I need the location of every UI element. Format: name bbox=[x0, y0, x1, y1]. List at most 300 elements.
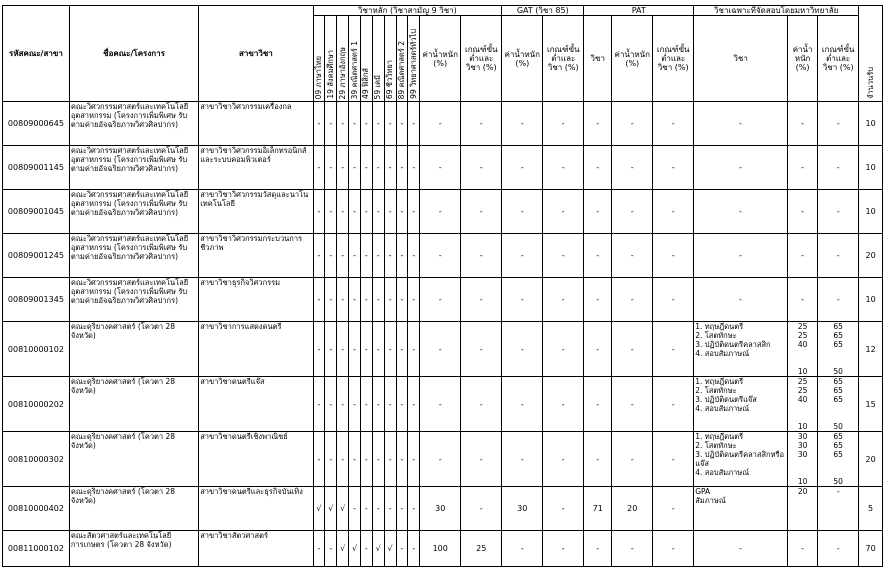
cell-faculty: คณะวิศวกรรมศาสตร์และเทคโนโลยีอุตสาหกรรม (โครงการเพิ่มพิเศษ รับตามค่ายอัจฉริยภาพวิศวศิลปากร) bbox=[69, 190, 198, 234]
cell-gat-weight: - bbox=[502, 146, 543, 190]
cell-core-subject: - bbox=[349, 190, 361, 234]
cell-gat-min: - bbox=[543, 190, 584, 234]
cell-pat-min: - bbox=[653, 432, 694, 487]
cell-pat-min: - bbox=[653, 377, 694, 432]
cell-uni-subjects-line: สัมภาษณ์ bbox=[695, 496, 726, 505]
cell-gat-min: - bbox=[543, 432, 584, 487]
cell-core-subject: √ bbox=[372, 531, 384, 567]
cell-uni-subjects-line: 3. ปฏิบัติดนตรีแจ๊ส bbox=[695, 395, 757, 404]
table-body bbox=[3, 102, 883, 567]
cell-code: 00809001145 bbox=[3, 146, 70, 190]
cell-core-subject: - bbox=[360, 102, 372, 146]
cell-faculty: คณะดุริยางคศาสตร์ (โควตา 28 จังหวัด) bbox=[69, 432, 198, 487]
cell-uni-mins-line: 65 bbox=[833, 377, 843, 386]
cell-core-subject: - bbox=[337, 102, 349, 146]
cell-core-subject: - bbox=[349, 322, 361, 377]
cell-core-subject: - bbox=[360, 432, 372, 487]
cell-uni-weights: - bbox=[788, 190, 818, 234]
cell-pat-subject: - bbox=[584, 322, 612, 377]
cell-amount: 10 bbox=[859, 278, 883, 322]
cell-gat-weight: - bbox=[502, 432, 543, 487]
cell-uni-mins bbox=[818, 377, 859, 432]
cell-pat-weight: - bbox=[612, 190, 653, 234]
header-code: รหัสคณะ/สาขา bbox=[3, 6, 70, 102]
cell-faculty: คณะวิศวกรรมศาสตร์และเทคโนโลยีอุตสาหกรรม (โครงการเพิ่มพิเศษ รับตามค่ายอัจฉริยภาพวิศวศิลปากร) bbox=[69, 146, 198, 190]
cell-core-subject: - bbox=[337, 234, 349, 278]
cell-uni-subjects: - bbox=[694, 190, 788, 234]
header-uni-subject: วิชา bbox=[694, 16, 788, 102]
cell-core-min: - bbox=[461, 278, 502, 322]
cell-core-subject: - bbox=[337, 322, 349, 377]
cell-pat-weight: - bbox=[612, 146, 653, 190]
cell-core-subject: √ bbox=[384, 531, 396, 567]
cell-major: สาขาวิชาวิศวกรรมกระบวนการชีวภาพ bbox=[199, 234, 313, 278]
table-row bbox=[3, 531, 883, 567]
cell-core-subject: - bbox=[372, 102, 384, 146]
cell-core-subject: - bbox=[396, 102, 408, 146]
cell-core-weight: - bbox=[420, 146, 461, 190]
cell-uni-subjects: - bbox=[694, 146, 788, 190]
cell-uni-mins bbox=[818, 432, 859, 487]
cell-gat-weight: - bbox=[502, 322, 543, 377]
cell-uni-subjects-line: 1. ทฤษฎีดนตรี bbox=[695, 322, 744, 331]
cell-core-subject: - bbox=[360, 487, 372, 531]
cell-core-subject: - bbox=[313, 377, 325, 432]
cell-core-weight: - bbox=[420, 102, 461, 146]
cell-core-subject: - bbox=[349, 487, 361, 531]
cell-core-subject: - bbox=[313, 234, 325, 278]
cell-core-subject: - bbox=[360, 322, 372, 377]
cell-gat-min: - bbox=[543, 102, 584, 146]
header-group-core: วิชาหลัก (วิชาสามัญ 9 วิชา) bbox=[313, 6, 502, 16]
cell-gat-weight: 30 bbox=[502, 487, 543, 531]
cell-core-weight: 100 bbox=[420, 531, 461, 567]
cell-gat-min: - bbox=[543, 146, 584, 190]
cell-core-subject: - bbox=[349, 377, 361, 432]
cell-major: สาขาวิชาธุรกิจวิศวกรรม bbox=[199, 278, 313, 322]
cell-core-subject: - bbox=[372, 432, 384, 487]
cell-core-subject: - bbox=[408, 190, 420, 234]
cell-core-subject: - bbox=[349, 234, 361, 278]
cell-uni-weights-line: 30 bbox=[797, 432, 808, 441]
cell-uni-subjects: - bbox=[694, 278, 788, 322]
cell-core-weight: - bbox=[420, 278, 461, 322]
cell-pat-min: - bbox=[653, 322, 694, 377]
cell-core-subject: - bbox=[349, 278, 361, 322]
cell-uni-mins-line: 65 bbox=[833, 395, 843, 404]
cell-core-min: - bbox=[461, 234, 502, 278]
cell-core-subject: - bbox=[360, 234, 372, 278]
cell-core-subject: - bbox=[313, 102, 325, 146]
cell-uni-mins-line: 65 bbox=[833, 432, 843, 441]
cell-pat-weight: 20 bbox=[612, 487, 653, 531]
cell-core-subject: - bbox=[384, 432, 396, 487]
cell-core-subject: - bbox=[408, 432, 420, 487]
header-core-subject: 09 ภาษาไทย bbox=[313, 16, 325, 102]
cell-core-subject: - bbox=[384, 234, 396, 278]
cell-amount: 10 bbox=[859, 190, 883, 234]
cell-pat-weight: - bbox=[612, 102, 653, 146]
cell-core-subject: - bbox=[408, 377, 420, 432]
cell-core-min: - bbox=[461, 322, 502, 377]
cell-core-subject: - bbox=[372, 146, 384, 190]
cell-core-subject: - bbox=[408, 487, 420, 531]
cell-uni-subjects bbox=[694, 432, 788, 487]
cell-core-subject: - bbox=[396, 190, 408, 234]
cell-uni-weights-line: 25 bbox=[797, 331, 808, 340]
cell-core-subject: - bbox=[313, 146, 325, 190]
cell-core-subject: - bbox=[337, 190, 349, 234]
cell-core-weight: - bbox=[420, 322, 461, 377]
cell-core-subject: - bbox=[360, 278, 372, 322]
cell-uni-mins-line bbox=[819, 404, 857, 413]
cell-amount: 10 bbox=[859, 102, 883, 146]
cell-pat-subject: - bbox=[584, 146, 612, 190]
cell-uni-mins: - bbox=[818, 146, 859, 190]
cell-code: 00809001345 bbox=[3, 278, 70, 322]
cell-core-subject: - bbox=[325, 102, 337, 146]
cell-uni-weights-line: 10 bbox=[797, 422, 808, 431]
header-core-min: เกณฑ์ขั้นต่ำและวิชา (%) bbox=[461, 16, 502, 102]
cell-uni-weights: - bbox=[788, 278, 818, 322]
cell-uni-mins: - bbox=[818, 102, 859, 146]
cell-core-subject: - bbox=[360, 377, 372, 432]
cell-core-subject: - bbox=[408, 146, 420, 190]
cell-amount: 12 bbox=[859, 322, 883, 377]
cell-uni-mins-line: 65 bbox=[833, 450, 843, 459]
header-faculty: ชื่อคณะ/โครงการ bbox=[69, 6, 198, 102]
header-core-weight: ค่าน้ำหนัก (%) bbox=[420, 16, 461, 102]
cell-core-subject: - bbox=[325, 432, 337, 487]
cell-major: สาขาวิชาวิศวกรรมอิเล็กทรอนิกส์และระบบคอมพิวเตอร์ bbox=[199, 146, 313, 190]
cell-code: 00809001245 bbox=[3, 234, 70, 278]
cell-core-subject: - bbox=[372, 234, 384, 278]
cell-core-subject: - bbox=[396, 234, 408, 278]
cell-core-subject: - bbox=[313, 278, 325, 322]
header-uni-weight: ค่าน้ำหนัก (%) bbox=[788, 16, 818, 102]
cell-core-subject: - bbox=[384, 102, 396, 146]
cell-amount: 20 bbox=[859, 432, 883, 487]
table-row bbox=[3, 487, 883, 531]
cell-code: 00810000202 bbox=[3, 377, 70, 432]
cell-uni-subjects bbox=[694, 487, 788, 531]
cell-core-subject: - bbox=[384, 190, 396, 234]
cell-uni-weights bbox=[788, 377, 818, 432]
header-gat-weight: ค่าน้ำหนัก (%) bbox=[502, 16, 543, 102]
cell-faculty: คณะวิศวกรรมศาสตร์และเทคโนโลยีอุตสาหกรรม (โครงการเพิ่มพิเศษ รับตามค่ายอัจฉริยภาพวิศวศิลปากร) bbox=[69, 278, 198, 322]
cell-core-subject: - bbox=[384, 278, 396, 322]
header-group-uni: วิชาเฉพาะที่จัดสอบโดยมหาวิทยาลัย bbox=[694, 6, 859, 16]
cell-pat-subject: - bbox=[584, 531, 612, 567]
table-row bbox=[3, 432, 883, 487]
cell-uni-weights: - bbox=[788, 146, 818, 190]
cell-pat-subject: - bbox=[584, 102, 612, 146]
cell-pat-min: - bbox=[653, 487, 694, 531]
cell-uni-weights-line bbox=[789, 459, 816, 468]
cell-faculty: คณะวิศวกรรมศาสตร์และเทคโนโลยีอุตสาหกรรม (โครงการเพิ่มพิเศษ รับตามค่ายอัจฉริยภาพวิศวศิลปากร) bbox=[69, 102, 198, 146]
cell-core-subject: - bbox=[372, 278, 384, 322]
header-major: สาขาวิชา bbox=[199, 6, 313, 102]
cell-uni-mins-line: 50 bbox=[833, 367, 843, 376]
cell-uni-mins-line: 50 bbox=[833, 477, 843, 486]
cell-core-min: 25 bbox=[461, 531, 502, 567]
cell-code: 00810000102 bbox=[3, 322, 70, 377]
cell-uni-weights bbox=[788, 322, 818, 377]
cell-pat-weight: - bbox=[612, 278, 653, 322]
cell-uni-mins: - bbox=[818, 234, 859, 278]
cell-core-subject: - bbox=[384, 146, 396, 190]
cell-core-subject: - bbox=[396, 487, 408, 531]
cell-uni-mins-line: 65 bbox=[833, 322, 843, 331]
cell-uni-subjects bbox=[694, 322, 788, 377]
cell-core-subject: - bbox=[372, 322, 384, 377]
cell-pat-subject: - bbox=[584, 234, 612, 278]
header-pat-weight: ค่าน้ำหนัก (%) bbox=[612, 16, 653, 102]
cell-core-subject: - bbox=[384, 487, 396, 531]
cell-pat-subject: - bbox=[584, 278, 612, 322]
cell-core-subject: - bbox=[384, 377, 396, 432]
table-row bbox=[3, 102, 883, 146]
cell-core-subject: - bbox=[360, 146, 372, 190]
cell-uni-subjects-line: 4. สอบสัมภาษณ์ bbox=[695, 468, 750, 477]
cell-gat-weight: - bbox=[502, 278, 543, 322]
cell-core-subject: - bbox=[408, 278, 420, 322]
cell-uni-mins-line bbox=[819, 459, 857, 468]
cell-core-subject: - bbox=[360, 531, 372, 567]
cell-gat-min: - bbox=[543, 377, 584, 432]
cell-code: 00809000645 bbox=[3, 102, 70, 146]
cell-core-weight: - bbox=[420, 190, 461, 234]
cell-gat-min: - bbox=[543, 234, 584, 278]
header-gat-min: เกณฑ์ขั้นต่ำและวิชา (%) bbox=[543, 16, 584, 102]
cell-core-subject: - bbox=[408, 531, 420, 567]
cell-core-weight: - bbox=[420, 432, 461, 487]
cell-uni-weights-line: 20 bbox=[797, 487, 808, 496]
cell-gat-weight: - bbox=[502, 377, 543, 432]
cell-uni-mins-line: 65 bbox=[833, 340, 843, 349]
cell-core-subject: √ bbox=[325, 487, 337, 531]
cell-uni-weights-line bbox=[789, 468, 816, 477]
cell-uni-mins-line: - bbox=[836, 487, 840, 496]
cell-core-subject: - bbox=[337, 432, 349, 487]
cell-major: สาขาวิชาดนตรีและธุรกิจบันเทิง bbox=[199, 487, 313, 531]
cell-uni-weights-line: 40 bbox=[797, 395, 808, 404]
cell-pat-weight: - bbox=[612, 377, 653, 432]
cell-uni-mins-line bbox=[819, 349, 857, 358]
cell-uni-subjects-line: 2. โสตทักษะ bbox=[695, 441, 737, 450]
cell-uni-subjects: - bbox=[694, 102, 788, 146]
cell-core-subject: - bbox=[349, 146, 361, 190]
cell-uni-subjects-line: 1. ทฤษฎีดนตรี bbox=[695, 377, 744, 386]
cell-gat-min: - bbox=[543, 531, 584, 567]
cell-major: สาขาวิชาสัตวศาสตร์ bbox=[199, 531, 313, 567]
cell-pat-min: - bbox=[653, 531, 694, 567]
cell-uni-subjects-line: 4. สอบสัมภาษณ์ bbox=[695, 404, 750, 413]
header-core-subject: 49 ฟิสิกส์ bbox=[360, 16, 372, 102]
cell-uni-weights bbox=[788, 487, 818, 531]
cell-pat-weight: - bbox=[612, 322, 653, 377]
cell-pat-subject: - bbox=[584, 190, 612, 234]
cell-uni-subjects-line: 4. สอบสัมภาษณ์ bbox=[695, 349, 750, 358]
cell-core-subject: - bbox=[408, 102, 420, 146]
header-core-subject: 29 ภาษาอังกฤษ bbox=[337, 16, 349, 102]
cell-core-subject: √ bbox=[337, 531, 349, 567]
cell-core-subject: - bbox=[396, 377, 408, 432]
header-uni-min: เกณฑ์ขั้นต่ำและวิชา (%) bbox=[818, 16, 859, 102]
cell-amount: 20 bbox=[859, 234, 883, 278]
cell-uni-subjects: - bbox=[694, 531, 788, 567]
cell-amount: 15 bbox=[859, 377, 883, 432]
header-amount: จำนวนรับ bbox=[859, 6, 883, 102]
cell-major: สาขาวิชาดนตรีเชิงพาณิชย์ bbox=[199, 432, 313, 487]
cell-pat-min: - bbox=[653, 234, 694, 278]
cell-uni-subjects-line: 2. โสตทักษะ bbox=[695, 331, 737, 340]
cell-core-weight: - bbox=[420, 377, 461, 432]
cell-pat-min: - bbox=[653, 146, 694, 190]
cell-uni-mins: - bbox=[818, 278, 859, 322]
header-pat-min: เกณฑ์ขั้นต่ำและวิชา (%) bbox=[653, 16, 694, 102]
cell-uni-mins bbox=[818, 322, 859, 377]
cell-core-min: - bbox=[461, 190, 502, 234]
cell-uni-subjects: - bbox=[694, 234, 788, 278]
cell-uni-weights: - bbox=[788, 102, 818, 146]
header-group-pat: PAT bbox=[584, 6, 694, 16]
cell-core-subject: - bbox=[337, 377, 349, 432]
cell-faculty: คณะดุริยางคศาสตร์ (โควตา 28 จังหวัด) bbox=[69, 377, 198, 432]
cell-uni-weights-line: 40 bbox=[797, 340, 808, 349]
cell-uni-subjects-line: 2. โสตทักษะ bbox=[695, 386, 737, 395]
cell-pat-min: - bbox=[653, 278, 694, 322]
cell-uni-weights: - bbox=[788, 531, 818, 567]
cell-uni-mins-line: 65 bbox=[833, 386, 843, 395]
table-row bbox=[3, 377, 883, 432]
table-row bbox=[3, 278, 883, 322]
table-row bbox=[3, 190, 883, 234]
cell-core-subject: - bbox=[325, 278, 337, 322]
cell-pat-min: - bbox=[653, 102, 694, 146]
cell-core-subject: - bbox=[337, 278, 349, 322]
cell-core-subject: √ bbox=[337, 487, 349, 531]
cell-uni-mins-line: 65 bbox=[833, 331, 843, 340]
cell-core-subject: - bbox=[372, 487, 384, 531]
cell-major: สาขาวิชาวิศวกรรมวัสดุและนาโนเทคโนโลยี bbox=[199, 190, 313, 234]
cell-gat-min: - bbox=[543, 487, 584, 531]
header-core-subject: 39 คณิตศาสตร์ 1 bbox=[349, 16, 361, 102]
cell-uni-weights: - bbox=[788, 234, 818, 278]
cell-code: 00811000102 bbox=[3, 531, 70, 567]
cell-amount: 70 bbox=[859, 531, 883, 567]
header-core-subject: 19 สังคมศึกษา bbox=[325, 16, 337, 102]
cell-core-subject: - bbox=[349, 432, 361, 487]
cell-gat-weight: - bbox=[502, 102, 543, 146]
cell-core-subject: - bbox=[325, 146, 337, 190]
cell-uni-mins-line bbox=[819, 468, 857, 477]
cell-core-min: - bbox=[461, 146, 502, 190]
header-group-gat: GAT (วิชา 85) bbox=[502, 6, 584, 16]
cell-code: 00810000402 bbox=[3, 487, 70, 531]
cell-core-subject: - bbox=[313, 322, 325, 377]
cell-pat-weight: - bbox=[612, 531, 653, 567]
cell-core-subject: - bbox=[313, 190, 325, 234]
cell-uni-mins: - bbox=[818, 531, 859, 567]
cell-core-min: - bbox=[461, 487, 502, 531]
cell-code: 00809001045 bbox=[3, 190, 70, 234]
cell-core-subject: - bbox=[313, 432, 325, 487]
cell-major: สาขาวิชาการแสดงดนตรี bbox=[199, 322, 313, 377]
cell-core-subject: - bbox=[325, 190, 337, 234]
cell-pat-subject: - bbox=[584, 377, 612, 432]
cell-uni-subjects bbox=[694, 377, 788, 432]
cell-core-min: - bbox=[461, 432, 502, 487]
cell-uni-weights bbox=[788, 432, 818, 487]
cell-core-subject: - bbox=[408, 234, 420, 278]
cell-uni-mins-line: 50 bbox=[833, 422, 843, 431]
cell-core-min: - bbox=[461, 102, 502, 146]
cell-faculty: คณะสัตวศาสตร์และเทคโนโลยีการเกษตร (โควตา 28 จังหวัด) bbox=[69, 531, 198, 567]
cell-uni-weights-line: 10 bbox=[797, 477, 808, 486]
cell-core-min: - bbox=[461, 377, 502, 432]
cell-faculty: คณะดุริยางคศาสตร์ (โควตา 28 จังหวัด) bbox=[69, 487, 198, 531]
cell-core-subject: - bbox=[408, 322, 420, 377]
cell-pat-weight: - bbox=[612, 432, 653, 487]
cell-core-subject: - bbox=[396, 322, 408, 377]
cell-core-subject: - bbox=[396, 531, 408, 567]
cell-uni-weights-line bbox=[789, 358, 816, 367]
header-core-subject: 59 เคมี bbox=[372, 16, 384, 102]
cell-pat-weight: - bbox=[612, 234, 653, 278]
header-core-subject: 89 คณิตศาสตร์ 2 bbox=[396, 16, 408, 102]
cell-uni-weights-line: 10 bbox=[797, 367, 808, 376]
cell-core-subject: - bbox=[325, 531, 337, 567]
header-core-subject: 99 วิทยาศาสตร์ทั่วไป bbox=[408, 16, 420, 102]
cell-code: 00810000302 bbox=[3, 432, 70, 487]
cell-core-subject: - bbox=[384, 322, 396, 377]
cell-pat-subject: 71 bbox=[584, 487, 612, 531]
cell-core-subject: - bbox=[396, 432, 408, 487]
cell-amount: 10 bbox=[859, 146, 883, 190]
cell-gat-weight: - bbox=[502, 234, 543, 278]
table-row bbox=[3, 146, 883, 190]
cell-amount: 5 bbox=[859, 487, 883, 531]
cell-uni-subjects-line: 3. ปฏิบัติดนตรีคลาสสิกหรือแจ๊ส bbox=[695, 450, 785, 468]
cell-uni-subjects-line: GPA bbox=[695, 487, 711, 496]
cell-uni-weights-line: 25 bbox=[797, 377, 808, 386]
cell-core-subject: - bbox=[325, 234, 337, 278]
table-row bbox=[3, 234, 883, 278]
cell-core-weight: - bbox=[420, 234, 461, 278]
cell-gat-min: - bbox=[543, 278, 584, 322]
table-row bbox=[3, 322, 883, 377]
cell-uni-mins: - bbox=[818, 190, 859, 234]
cell-pat-subject: - bbox=[584, 432, 612, 487]
cell-faculty: คณะวิศวกรรมศาสตร์และเทคโนโลยีอุตสาหกรรม (โครงการเพิ่มพิเศษ รับตามค่ายอัจฉริยภาพวิศวศิลปากร) bbox=[69, 234, 198, 278]
cell-faculty: คณะดุริยางคศาสตร์ (โควตา 28 จังหวัด) bbox=[69, 322, 198, 377]
cell-gat-weight: - bbox=[502, 531, 543, 567]
cell-core-subject: - bbox=[372, 190, 384, 234]
cell-core-subject: - bbox=[325, 322, 337, 377]
cell-uni-weights-line bbox=[789, 413, 816, 422]
cell-core-subject: - bbox=[372, 377, 384, 432]
cell-uni-mins-line: 65 bbox=[833, 441, 843, 450]
cell-uni-weights-line: 30 bbox=[797, 450, 808, 459]
cell-uni-mins-line bbox=[819, 413, 857, 422]
admission-table bbox=[2, 5, 883, 567]
cell-uni-subjects-line: 1. ทฤษฎีดนตรี bbox=[695, 432, 744, 441]
cell-major: สาขาวิชาวิศวกรรมเครื่องกล bbox=[199, 102, 313, 146]
cell-core-subject: - bbox=[396, 278, 408, 322]
cell-uni-weights-line bbox=[789, 349, 816, 358]
cell-uni-weights-line: 25 bbox=[797, 322, 808, 331]
